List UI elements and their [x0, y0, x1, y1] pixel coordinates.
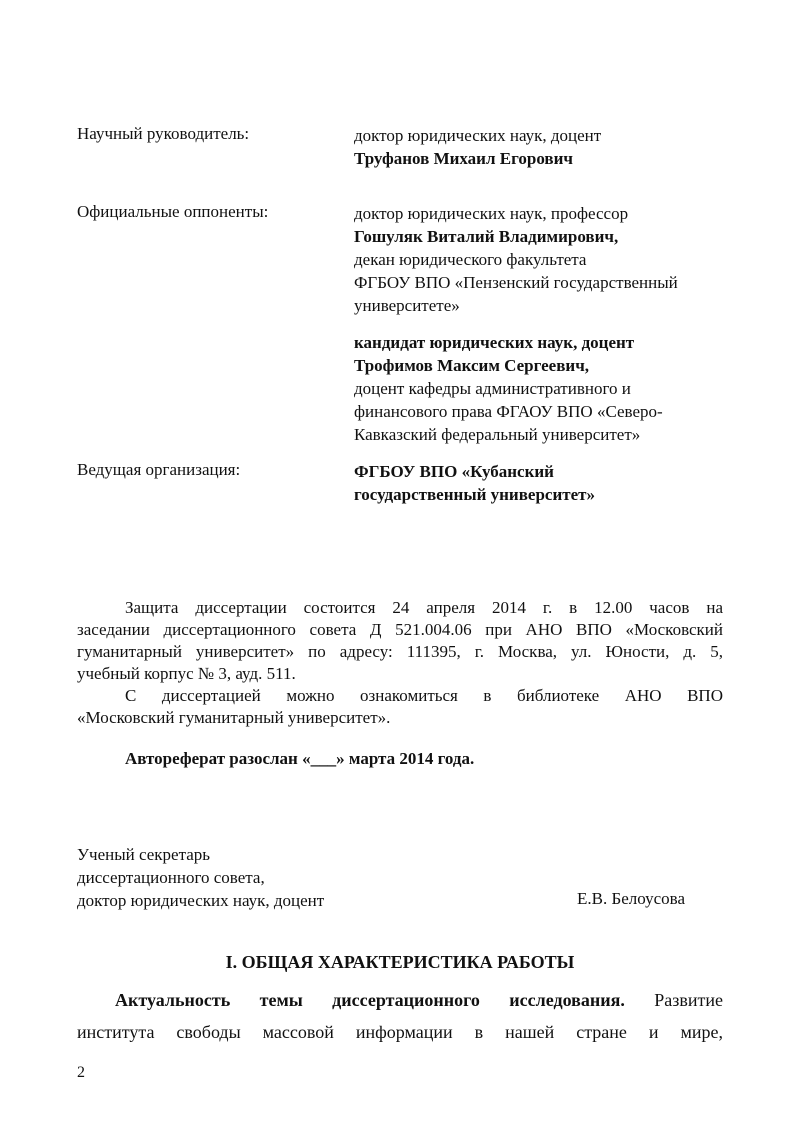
secretary-name: Е.В. Белоусова	[577, 889, 686, 908]
defense-line-3: гуманитарный университет» по адресу: 111395, г. Москва, ул. Юности, д. 5,	[77, 642, 723, 661]
supervisor-name: Труфанов Михаил Егорович	[354, 149, 573, 168]
opponent-2-name: Трофимов Максим Сергеевич,	[354, 356, 590, 375]
leading-org-line-1: ФГБОУ ВПО «Кубанский	[354, 462, 554, 481]
opponent-2-degree: кандидат юридических наук, доцент	[354, 333, 635, 352]
library-line-1: С диссертацией можно ознакомиться в библиотеке АНО ВПО	[125, 686, 723, 705]
secretary-block	[77, 843, 324, 912]
page-number: 2	[77, 1064, 85, 1081]
library-paragraph	[77, 685, 723, 729]
section-body	[77, 984, 723, 1048]
section-heading: I. ОБЩАЯ ХАРАКТЕРИСТИКА РАБОТЫ	[225, 952, 575, 972]
secretary-line-2: диссертационного совета,	[77, 868, 265, 887]
relevance-heading: Актуальность темы диссертационного исследования.	[115, 990, 625, 1010]
opponent-1-position: декан юридического факультета	[354, 250, 587, 269]
secretary-line-3: доктор юридических наук, доцент	[77, 891, 325, 910]
supervisor-label: Научный руководитель:	[77, 124, 250, 143]
opponent-1-block	[354, 202, 734, 317]
abstract-sent-notice: Автореферат разослан «___» марта 2014 года.	[125, 749, 475, 768]
supervisor-block	[354, 124, 734, 170]
section-line-2: института свободы массовой информации в нашей стране и мире,	[77, 1022, 723, 1042]
defense-paragraph	[77, 597, 723, 685]
opponent-2-block	[354, 331, 734, 446]
opponent-2-org-cont: Кавказский федеральный университет»	[354, 425, 641, 444]
opponent-2-position: доцент кафедры административного и	[354, 379, 631, 398]
defense-line-4: учебный корпус № 3, ауд. 511.	[77, 664, 296, 683]
leading-org-block	[354, 460, 734, 506]
leading-org-label: Ведущая организация:	[77, 460, 241, 479]
opponent-1-degree: доктор юридических наук, профессор	[354, 204, 629, 223]
library-line-2: «Московский гуманитарный университет».	[77, 708, 391, 727]
opponent-2-org: финансового права ФГАОУ ВПО «Северо-	[354, 402, 663, 421]
leading-org-line-2: государственный университет»	[354, 485, 595, 504]
defense-line-1: Защита диссертации состоится 24 апреля 2014 г. в 12.00 часов на	[125, 598, 723, 617]
opponent-1-name: Гошуляк Виталий Владимирович,	[354, 227, 619, 246]
relevance-lead-rest: Развитие	[624, 990, 723, 1010]
secretary-line-1: Ученый секретарь	[77, 845, 211, 864]
opponent-1-org-cont: университете»	[354, 296, 460, 315]
supervisor-degree: доктор юридических наук, доцент	[354, 126, 602, 145]
opponents-label: Официальные оппоненты:	[77, 202, 269, 221]
section-line-1	[77, 984, 723, 1016]
defense-line-2: заседании диссертационного совета Д 521.004.06 при АНО ВПО «Московский	[77, 620, 723, 639]
opponent-1-org: ФГБОУ ВПО «Пензенский государственный	[354, 273, 678, 292]
